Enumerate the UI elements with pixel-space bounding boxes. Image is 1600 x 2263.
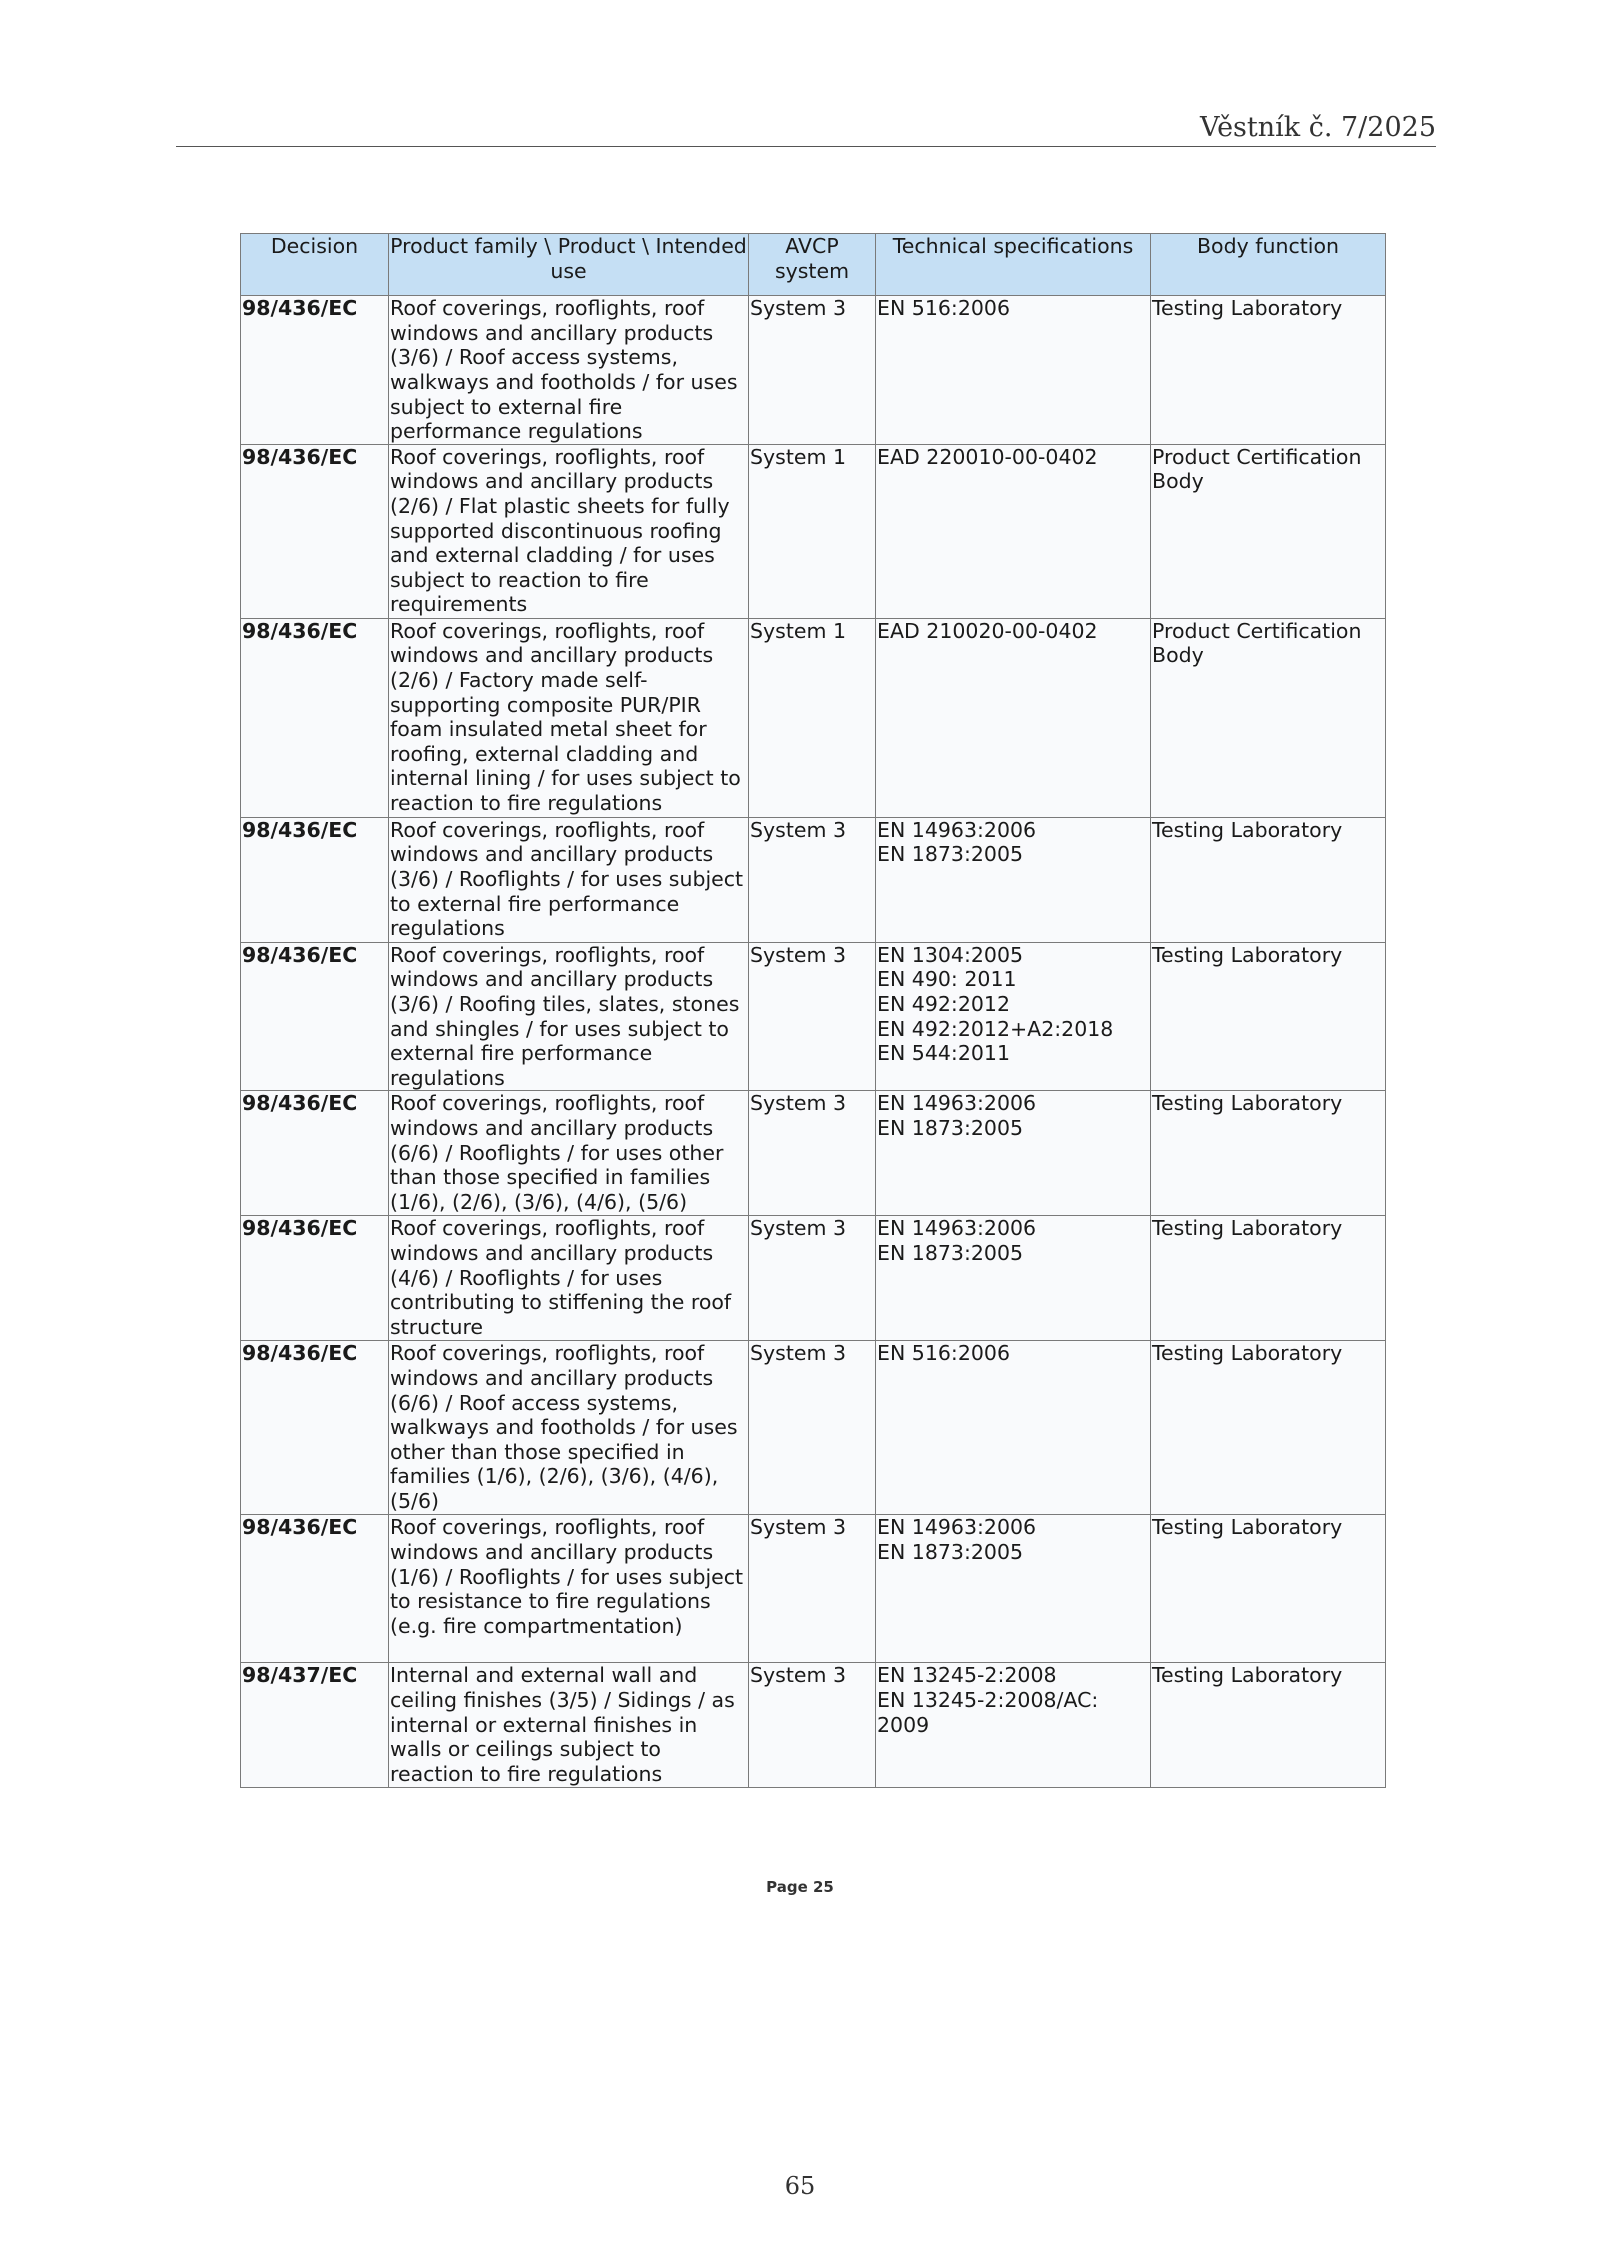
product-cell: Roof coverings, rooflights, roof windows and ancillary products (4/6) / Rooflights / for uses contributing to stiffening the roof structure: [389, 1216, 749, 1341]
spec-line: EN 14963:2006: [877, 1515, 1037, 1540]
body-function-cell: Testing Laboratory: [1151, 1663, 1386, 1788]
body-function-cell: Product Certification Body: [1151, 444, 1386, 618]
table-row: [241, 1663, 1386, 1788]
body-function-cell: Testing Laboratory: [1151, 1216, 1386, 1341]
decision-cell: 98/436/EC: [241, 817, 389, 942]
avcp-cell: System 1: [749, 618, 876, 817]
decision-cell: 98/436/EC: [241, 296, 389, 445]
decision-cell: 98/436/EC: [241, 618, 389, 817]
table-row: [241, 618, 1386, 817]
spec-line: EAD 220010-00-0402: [877, 444, 1098, 469]
spec-line: EN 1873:2005: [877, 1240, 1024, 1265]
body-function-cell: Testing Laboratory: [1151, 817, 1386, 942]
decision-cell: 98/436/EC: [241, 1515, 389, 1663]
spec-line: EN 490: 2011: [877, 967, 1017, 992]
spec-line: EN 516:2006: [877, 1341, 1011, 1366]
specs-cell: [876, 618, 1151, 817]
bulletin-header: Věstník č. 7/2025: [1200, 112, 1436, 143]
product-cell: Roof coverings, rooflights, roof windows and ancillary products (3/6) / Roof access systems, walkways and footholds / for uses subject to external fire performance regulations: [389, 296, 749, 445]
specs-cell: [876, 1515, 1151, 1663]
spec-line: EN 14963:2006: [877, 1216, 1037, 1241]
product-cell: Roof coverings, rooflights, roof windows and ancillary products (3/6) / Rooflights / for uses subject to external fire performance regulations: [389, 817, 749, 942]
avcp-cell: System 3: [749, 1216, 876, 1341]
body-function-cell: Product Certification Body: [1151, 618, 1386, 817]
body-function-cell: Testing Laboratory: [1151, 942, 1386, 1091]
avcp-cell: System 3: [749, 942, 876, 1091]
product-cell: Internal and external wall and ceiling finishes (3/5) / Sidings / as internal or external finishes in walls or ceilings subject to reaction to fire regulations: [389, 1663, 749, 1788]
spec-line: EN 13245-2:2008: [877, 1663, 1057, 1688]
table-row: [241, 1515, 1386, 1663]
table-row: [241, 942, 1386, 1091]
spec-line: EN 1873:2005: [877, 842, 1024, 867]
product-cell: Roof coverings, rooflights, roof windows and ancillary products (1/6) / Rooflights / for uses subject to resistance to fire regulations (e.g. fire compartmentation): [389, 1515, 749, 1663]
column-header-product: Product family \ Product \ Intended use: [389, 234, 749, 296]
spec-line: EN 1873:2005: [877, 1539, 1024, 1564]
spec-line: EN 492:2012: [877, 991, 1011, 1016]
product-cell: Roof coverings, rooflights, roof windows and ancillary products (6/6) / Rooflights / for uses other than those specified in families (1/6), (2/6), (3/6), (4/6), (5/6): [389, 1091, 749, 1216]
spec-line: EN 14963:2006: [877, 817, 1037, 842]
page-number: 65: [784, 2172, 816, 2200]
decision-cell: 98/436/EC: [241, 444, 389, 618]
product-cell: Roof coverings, rooflights, roof windows and ancillary products (2/6) / Factory made self-supporting composite PUR/PIR foam insulated metal sheet for roofing, external cladding and internal lining / for uses subject to reaction to fire regulations: [389, 618, 749, 817]
spec-line: EAD 210020-00-0402: [877, 618, 1098, 643]
specs-cell: [876, 1663, 1151, 1788]
table-header-row: [241, 234, 1386, 296]
avcp-cell: System 3: [749, 1341, 876, 1515]
body-function-cell: Testing Laboratory: [1151, 1341, 1386, 1515]
spec-line: EN 516:2006: [877, 296, 1011, 321]
column-header-body: Body function: [1151, 234, 1386, 296]
specs-cell: [876, 444, 1151, 618]
decision-cell: 98/436/EC: [241, 1216, 389, 1341]
spec-line: EN 13245-2:2008/AC: 2009: [877, 1687, 1099, 1737]
spec-line: EN 1304:2005: [877, 942, 1024, 967]
avcp-cell: System 3: [749, 1663, 876, 1788]
decision-cell: 98/437/EC: [241, 1663, 389, 1788]
avcp-cell: System 3: [749, 1515, 876, 1663]
specs-cell: [876, 1341, 1151, 1515]
page-label: Page 25: [766, 1878, 834, 1896]
table-row: [241, 817, 1386, 942]
product-cell: Roof coverings, rooflights, roof windows and ancillary products (6/6) / Roof access systems, walkways and footholds / for uses other than those specified in families (1/6), (2/6), (3/6), (4/6), (5/6): [389, 1341, 749, 1515]
specs-cell: [876, 296, 1151, 445]
decision-cell: 98/436/EC: [241, 942, 389, 1091]
decision-cell: 98/436/EC: [241, 1091, 389, 1216]
table-row: [241, 1091, 1386, 1216]
product-cell: Roof coverings, rooflights, roof windows and ancillary products (3/6) / Roofing tiles, slates, stones and shingles / for uses subject to external fire performance regulations: [389, 942, 749, 1091]
specs-cell: [876, 1091, 1151, 1216]
column-header-avcp: AVCP system: [749, 234, 876, 296]
decision-cell: 98/436/EC: [241, 1341, 389, 1515]
avcp-cell: System 3: [749, 296, 876, 445]
table-row: [241, 1341, 1386, 1515]
specs-cell: [876, 817, 1151, 942]
avcp-table: [240, 233, 1386, 1788]
column-header-specs: Technical specifications: [876, 234, 1151, 296]
body-function-cell: Testing Laboratory: [1151, 1515, 1386, 1663]
body-function-cell: Testing Laboratory: [1151, 296, 1386, 445]
avcp-cell: System 3: [749, 1091, 876, 1216]
specs-cell: [876, 1216, 1151, 1341]
avcp-cell: System 1: [749, 444, 876, 618]
header-rule: [176, 146, 1436, 147]
table-row: [241, 1216, 1386, 1341]
avcp-cell: System 3: [749, 817, 876, 942]
body-function-cell: Testing Laboratory: [1151, 1091, 1386, 1216]
spec-line: EN 544:2011: [877, 1041, 1011, 1066]
spec-line: EN 1873:2005: [877, 1115, 1024, 1140]
column-header-decision: Decision: [241, 234, 389, 296]
table-row: [241, 296, 1386, 445]
specs-cell: [876, 942, 1151, 1091]
table-row: [241, 444, 1386, 618]
product-cell: Roof coverings, rooflights, roof windows and ancillary products (2/6) / Flat plastic sheets for fully supported discontinuous roofing and external cladding / for uses subject to reaction to fire requirements: [389, 444, 749, 618]
spec-line: EN 14963:2006: [877, 1091, 1037, 1116]
spec-line: EN 492:2012+A2:2018: [877, 1016, 1114, 1041]
